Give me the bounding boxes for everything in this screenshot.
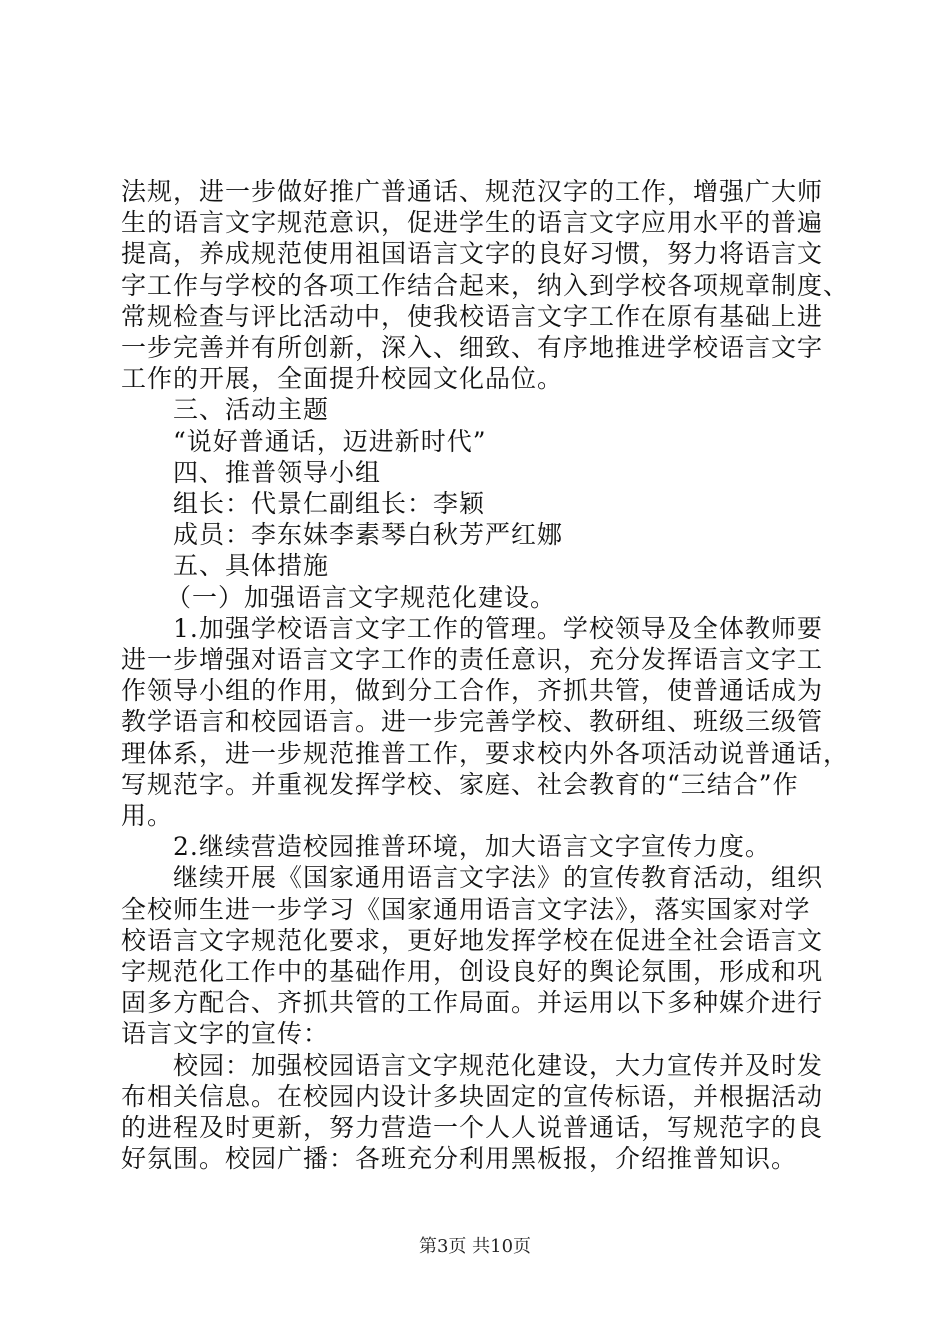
body-text-line: 全校师生进一步学习《国家通用语言文字法》，落实国家对学 bbox=[121, 894, 811, 924]
body-text-line: 2.继续营造校园推普环境，加大语言文字宣传力度。 bbox=[173, 832, 771, 862]
body-text-line: 生的语言文字规范意识，促进学生的语言文字应用水平的普遍 bbox=[121, 208, 824, 238]
members-line: 成员：李东妹李素琴白秋芳严红娜 bbox=[173, 520, 564, 550]
section-heading: 三、活动主题 bbox=[173, 395, 330, 425]
body-text-line: 好氛围。校园广播：各班充分利用黑板报，介绍推普知识。 bbox=[121, 1144, 798, 1174]
body-text-line: 写规范字。并重视发挥学校、家庭、社会教育的“三结合”作 bbox=[121, 769, 799, 799]
body-text-line: 字规范化工作中的基础作用，创设良好的舆论氛围，形成和巩 bbox=[121, 957, 824, 986]
body-text-line: 语言文字的宣传： bbox=[121, 1019, 330, 1049]
body-text-line: 提高，养成规范使用祖国语言文字的良好习惯，努力将语言文 bbox=[121, 239, 824, 269]
section-heading: 四、推普领导小组 bbox=[173, 457, 382, 487]
body-text-line: 布相关信息。在校园内设计多块固定的宣传标语，并根据活动 bbox=[121, 1081, 824, 1111]
theme-slogan: “说好普通话，迈进新时代” bbox=[173, 426, 487, 456]
subsection-heading: （一）加强语言文字规范化建设。 bbox=[166, 582, 557, 612]
body-text-line: 工作的开展，全面提升校园文化品位。 bbox=[121, 364, 564, 394]
body-text-line: 校园：加强校园语言文字规范化建设，大力宣传并及时发 bbox=[173, 1050, 824, 1080]
body-text-line: 教学语言和校园语言。进一步完善学校、教研组、班级三级管 bbox=[121, 707, 824, 737]
body-text-line: 继续开展《国家通用语言文字法》的宣传教育活动，组织 bbox=[173, 863, 824, 893]
body-text-line: 固多方配合、齐抓共管的工作局面。并运用以下多种媒介进行 bbox=[121, 988, 824, 1018]
section-heading: 五、具体措施 bbox=[173, 551, 330, 581]
body-text-line: 理体系，进一步规范推普工作，要求校内外各项活动说普通话， bbox=[121, 738, 850, 768]
leader-line: 组长：代景仁副组长：李颖 bbox=[173, 489, 486, 518]
body-text-line: 法规，进一步做好推广普通话、规范汉字的工作，增强广大师 bbox=[121, 177, 824, 206]
body-text-line: 常规检查与评比活动中，使我校语言文字工作在原有基础上进 bbox=[121, 301, 824, 331]
body-text-line: 1.加强学校语言文字工作的管理。学校领导及全体教师要 bbox=[173, 613, 823, 643]
body-text-line: 的进程及时更新，努力营造一个人人说普通话，写规范字的良 bbox=[121, 1113, 824, 1142]
body-text-line: 字工作与学校的各项工作结合起来，纳入到学校各项规章制度、 bbox=[121, 270, 850, 300]
body-text-line: 用。 bbox=[121, 801, 174, 830]
body-text-line: 进一步增强对语言文字工作的责任意识，充分发挥语言文字工 bbox=[121, 645, 824, 674]
page-number-footer: 第3页 共10页 bbox=[418, 1236, 532, 1257]
body-text-line: 校语言文字规范化要求，更好地发挥学校在促进全社会语言文 bbox=[121, 925, 824, 955]
body-text-line: 一步完善并有所创新，深入、细致、有序地推进学校语言文字 bbox=[121, 333, 824, 362]
body-text-line: 作领导小组的作用，做到分工合作，齐抓共管，使普通话成为 bbox=[121, 676, 824, 706]
